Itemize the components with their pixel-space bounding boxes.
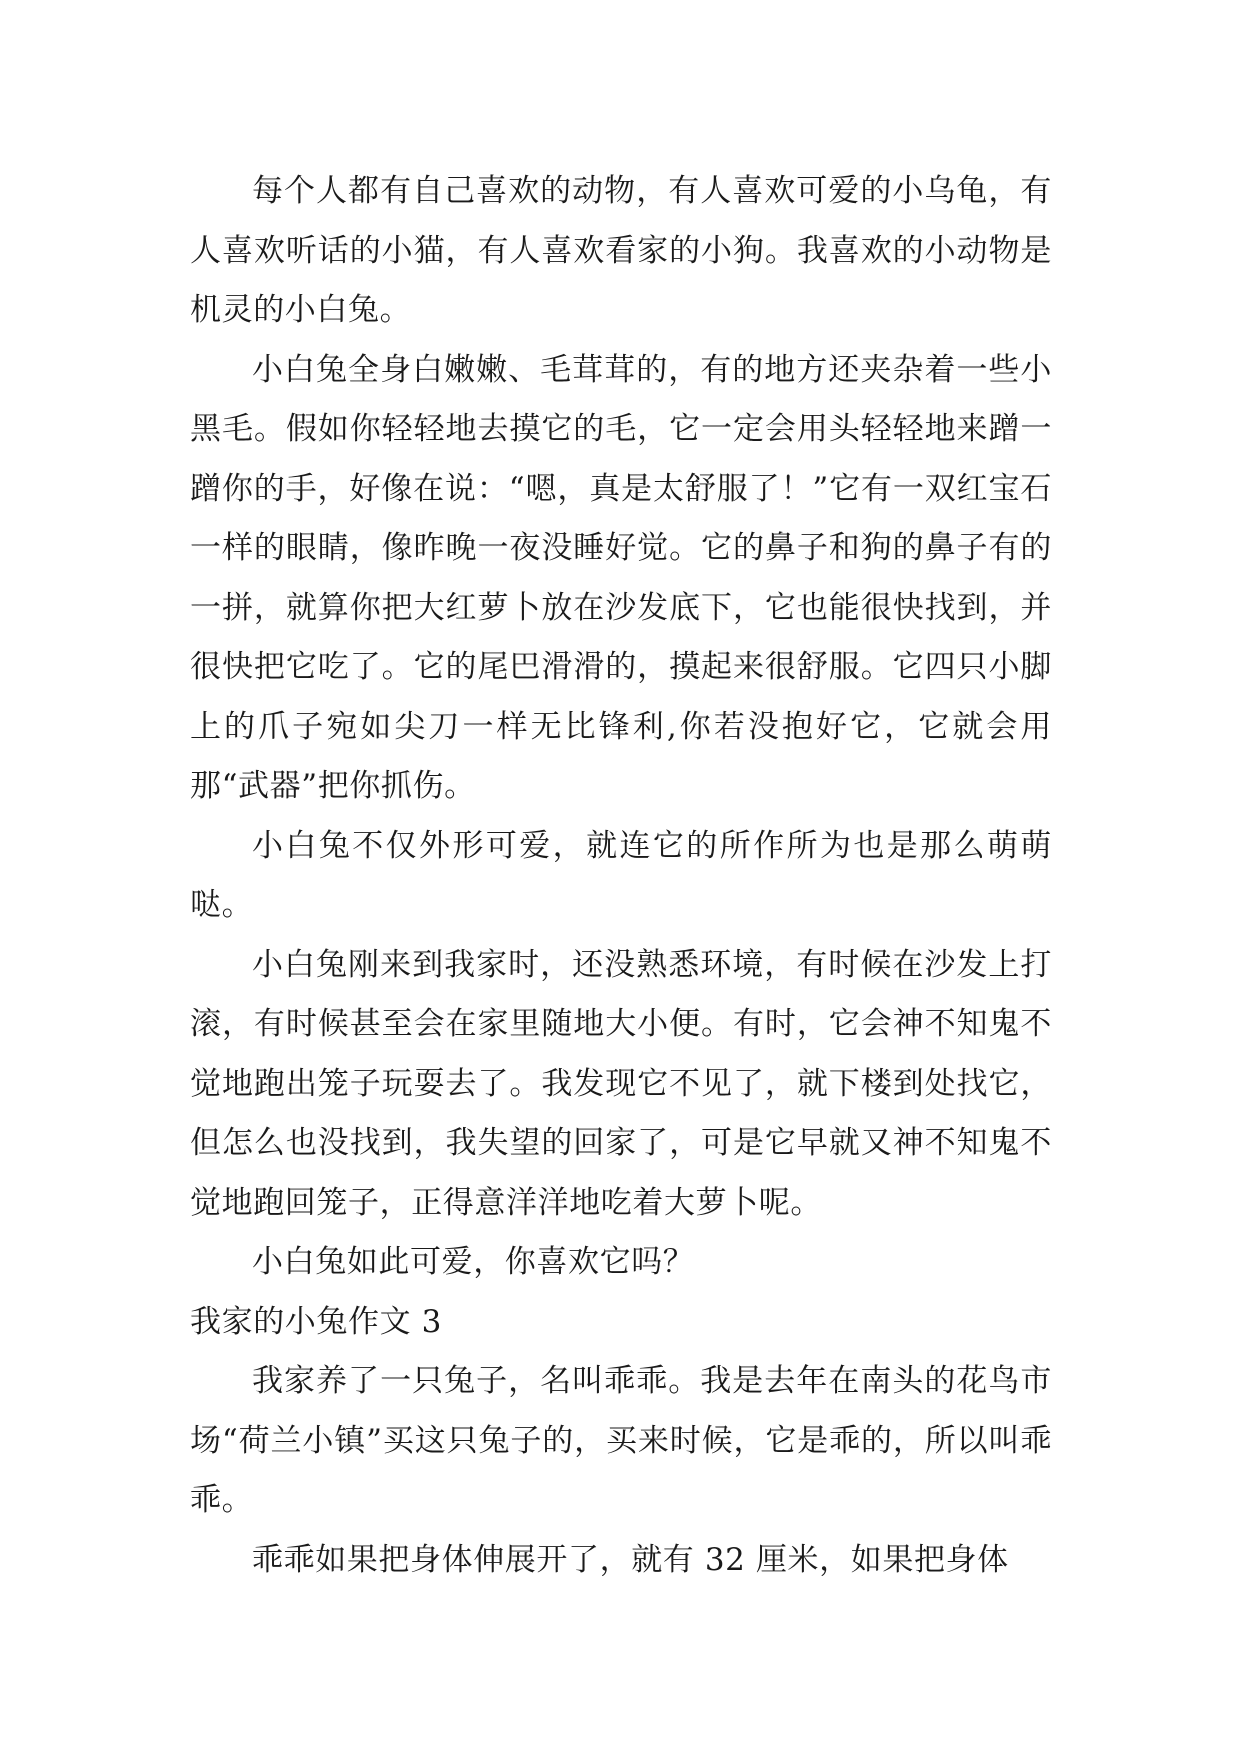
paragraph-rabbit-appearance: 小白兔全身白嫩嫩、毛茸茸的，有的地方还夹杂着一些小黑毛。假如你轻轻地去摸它的毛，它一定会用头轻轻地来蹭一蹭你的手，好像在说：“嗯，真是太舒服了！”它有一双红宝石一样的眼睛，像昨晚一夜没睡好觉。它的鼻子和狗的鼻子有的一拼，就算你把大红萝卜放在沙发底下，它也能很快找到，并很快把它吃了。它的尾巴滑滑的，摸起来很舒服。它四只小脚上的爪子宛如尖刀一样无比锋利,你若没抱好它，它就会用那“武器”把你抓伤。: [190, 351, 1052, 804]
paragraph-guaiguai-size: 乖乖如果把身体伸展开了，就有 32 厘米，如果把身体: [252, 1541, 1009, 1578]
paragraph-favorite-animals: 每个人都有自己喜欢的动物，有人喜欢可爱的小乌龟，有人喜欢听话的小猫，有人喜欢看家的小狗。我喜欢的小动物是机灵的小白兔。: [190, 173, 1052, 328]
paragraph-guaiguai-intro: 我家养了一只兔子，名叫乖乖。我是去年在南头的花鸟市场“荷兰小镇”买这只兔子的，买来时候，它是乖的，所以叫乖乖。: [190, 1363, 1052, 1518]
paragraph-rabbit-closing: 小白兔如此可爱，你喜欢它吗？: [252, 1244, 695, 1280]
paragraph-rabbit-arrival: 小白兔刚来到我家时，还没熟悉环境，有时候在沙发上打滚，有时候甚至会在家里随地大小便。有时，它会神不知鬼不觉地跑出笼子玩耍去了。我发现它不见了，就下楼到处找它，但怎么也没找到，我失望的回家了，可是它早就又神不知鬼不觉地跑回笼子，正得意洋洋地吃着大萝卜呢。: [190, 946, 1052, 1221]
paragraph-rabbit-cute: 小白兔不仅外形可爱，就连它的所作所为也是那么萌萌哒。: [190, 827, 1052, 923]
document-body: [190, 162, 1052, 1590]
section-heading: 我家的小兔作文 3: [190, 1303, 442, 1340]
